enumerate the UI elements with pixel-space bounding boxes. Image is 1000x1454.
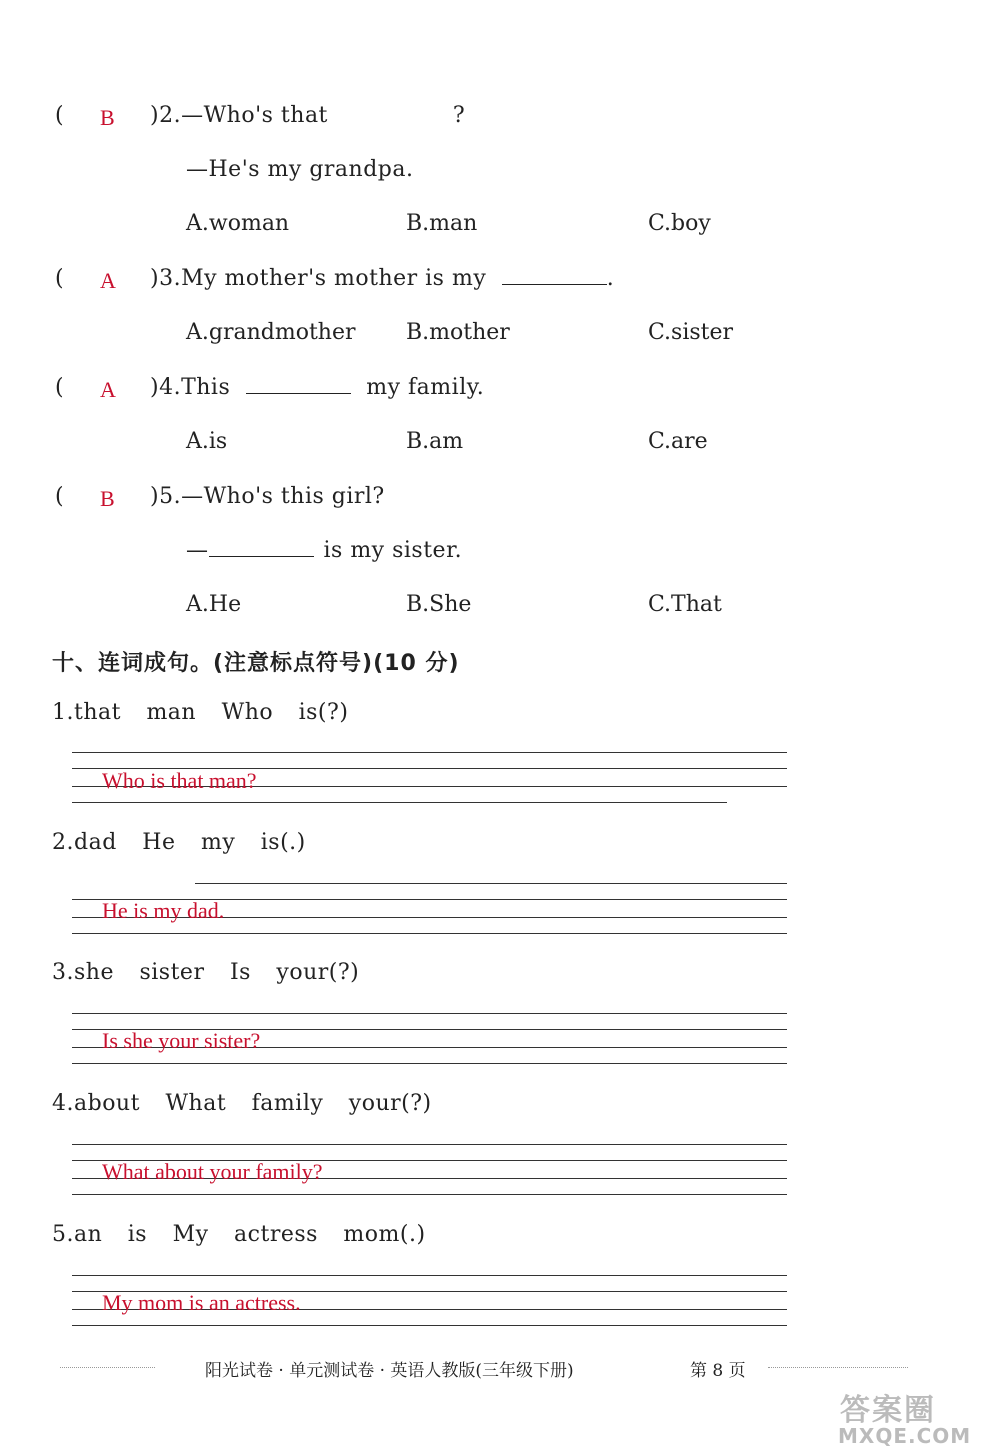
follow-text: —	[186, 538, 209, 563]
section-title: 十、连词成句。(注意标点符号)(10 分)	[52, 651, 460, 676]
option-b: B.am	[406, 429, 464, 454]
stem-text: .	[606, 266, 615, 291]
option-c: C.boy	[648, 211, 711, 236]
writing-line	[72, 933, 787, 934]
answer-mark: B	[100, 486, 115, 511]
page-number: 第 8 页	[690, 1361, 746, 1381]
word-prompt: 3.she sister Is your(?)	[52, 960, 360, 985]
question-follow: —He's my grandpa.	[186, 157, 414, 182]
footer-dots	[60, 1367, 155, 1368]
stem-text: my family.	[366, 375, 485, 400]
question-stem	[150, 103, 465, 128]
answer-sentence: What about your family?	[102, 1159, 323, 1184]
option-a: A.grandmother	[186, 320, 356, 345]
stem-text: )2.—Who's that	[150, 103, 328, 128]
question-stem	[150, 266, 614, 291]
stem-text: ?	[452, 103, 466, 128]
option-c: C.sister	[648, 320, 734, 345]
answer-sentence: My mom is an actress.	[102, 1290, 301, 1315]
question-follow	[186, 538, 462, 563]
word-prompt: 1.that man Who is(?)	[52, 700, 349, 725]
answer-blank	[502, 266, 607, 285]
left-paren: (	[55, 103, 64, 128]
left-paren: (	[55, 266, 64, 291]
footer-dots	[768, 1367, 908, 1368]
left-paren: (	[55, 484, 64, 509]
footer-text: 阳光试卷 · 单元测试卷 · 英语人教版(三年级下册)	[205, 1361, 574, 1381]
option-c: C.That	[648, 592, 722, 617]
word-prompt: 5.an is My actress mom(.)	[52, 1222, 426, 1247]
answer-blank	[246, 375, 351, 394]
option-a: A.He	[186, 592, 242, 617]
option-c: C.are	[648, 429, 708, 454]
answer-mark: A	[100, 268, 116, 293]
writing-line	[72, 1144, 787, 1145]
writing-line	[72, 1325, 787, 1326]
word-prompt: 2.dad He my is(.)	[52, 830, 306, 855]
answer-mark: B	[100, 105, 115, 130]
question-stem: )5.—Who's this girl?	[150, 484, 385, 509]
stem-text: )3.My mother's mother is my	[150, 266, 487, 291]
stem-text: )4.This	[150, 375, 231, 400]
writing-line	[72, 802, 727, 803]
follow-text: is my sister.	[323, 538, 463, 563]
answer-sentence: Is she your sister?	[102, 1028, 261, 1053]
watermark-logo: 答案圈	[840, 1393, 936, 1428]
option-b: B.She	[406, 592, 472, 617]
word-prompt: 4.about What family your(?)	[52, 1091, 432, 1116]
option-a: A.is	[186, 429, 228, 454]
writing-line	[72, 752, 787, 753]
writing-line	[72, 1194, 787, 1195]
writing-line	[195, 883, 787, 884]
answer-sentence: Who is that man?	[102, 768, 257, 793]
option-a: A.woman	[186, 211, 290, 236]
writing-line	[72, 1013, 787, 1014]
answer-sentence: He is my dad.	[102, 898, 225, 923]
answer-blank	[209, 538, 314, 557]
option-b: B.mother	[406, 320, 510, 345]
answer-mark: A	[100, 377, 116, 402]
writing-line	[72, 1063, 787, 1064]
left-paren: (	[55, 375, 64, 400]
writing-line	[72, 1275, 787, 1276]
watermark-url: MXQE.COM	[838, 1424, 972, 1448]
question-stem	[150, 375, 484, 400]
option-b: B.man	[406, 211, 478, 236]
